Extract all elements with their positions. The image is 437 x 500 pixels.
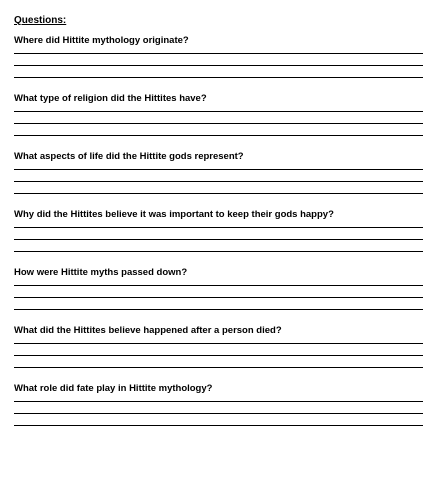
- answer-line[interactable]: [14, 401, 423, 402]
- question-text: Where did Hittite mythology originate?: [14, 35, 189, 46]
- answer-line[interactable]: [14, 355, 423, 356]
- answer-line[interactable]: [14, 227, 423, 228]
- answer-line[interactable]: [14, 111, 423, 112]
- answer-line[interactable]: [14, 193, 423, 194]
- question-text: How were Hittite myths passed down?: [14, 267, 188, 278]
- answer-line[interactable]: [14, 77, 423, 78]
- answer-line[interactable]: [14, 65, 423, 66]
- answer-line[interactable]: [14, 297, 423, 298]
- question-text: Why did the Hittites believe it was important to keep their gods happy?: [14, 209, 334, 220]
- answer-line[interactable]: [14, 239, 423, 240]
- question-block-6: [14, 325, 423, 383]
- question-block-2: [14, 93, 423, 151]
- answer-line[interactable]: [14, 285, 423, 286]
- answer-line[interactable]: [14, 53, 423, 54]
- answer-line[interactable]: [14, 343, 423, 344]
- answer-line[interactable]: [14, 367, 423, 368]
- question-block-7: [14, 383, 423, 441]
- questions-heading: Questions:: [14, 15, 67, 26]
- question-block-3: [14, 151, 423, 209]
- answer-line[interactable]: [14, 251, 423, 252]
- answer-line[interactable]: [14, 135, 423, 136]
- answer-line[interactable]: [14, 413, 423, 414]
- answer-line[interactable]: [14, 181, 423, 182]
- question-text: What role did fate play in Hittite mythology?: [14, 383, 213, 394]
- question-text: What did the Hittites believe happened after a person died?: [14, 325, 282, 336]
- question-block-4: [14, 209, 423, 267]
- question-block-5: [14, 267, 423, 325]
- answer-line[interactable]: [14, 123, 423, 124]
- question-text: What aspects of life did the Hittite gods represent?: [14, 151, 244, 162]
- answer-line[interactable]: [14, 425, 423, 426]
- answer-line[interactable]: [14, 309, 423, 310]
- question-block-1: [14, 35, 423, 93]
- question-text: What type of religion did the Hittites have?: [14, 93, 207, 104]
- answer-line[interactable]: [14, 169, 423, 170]
